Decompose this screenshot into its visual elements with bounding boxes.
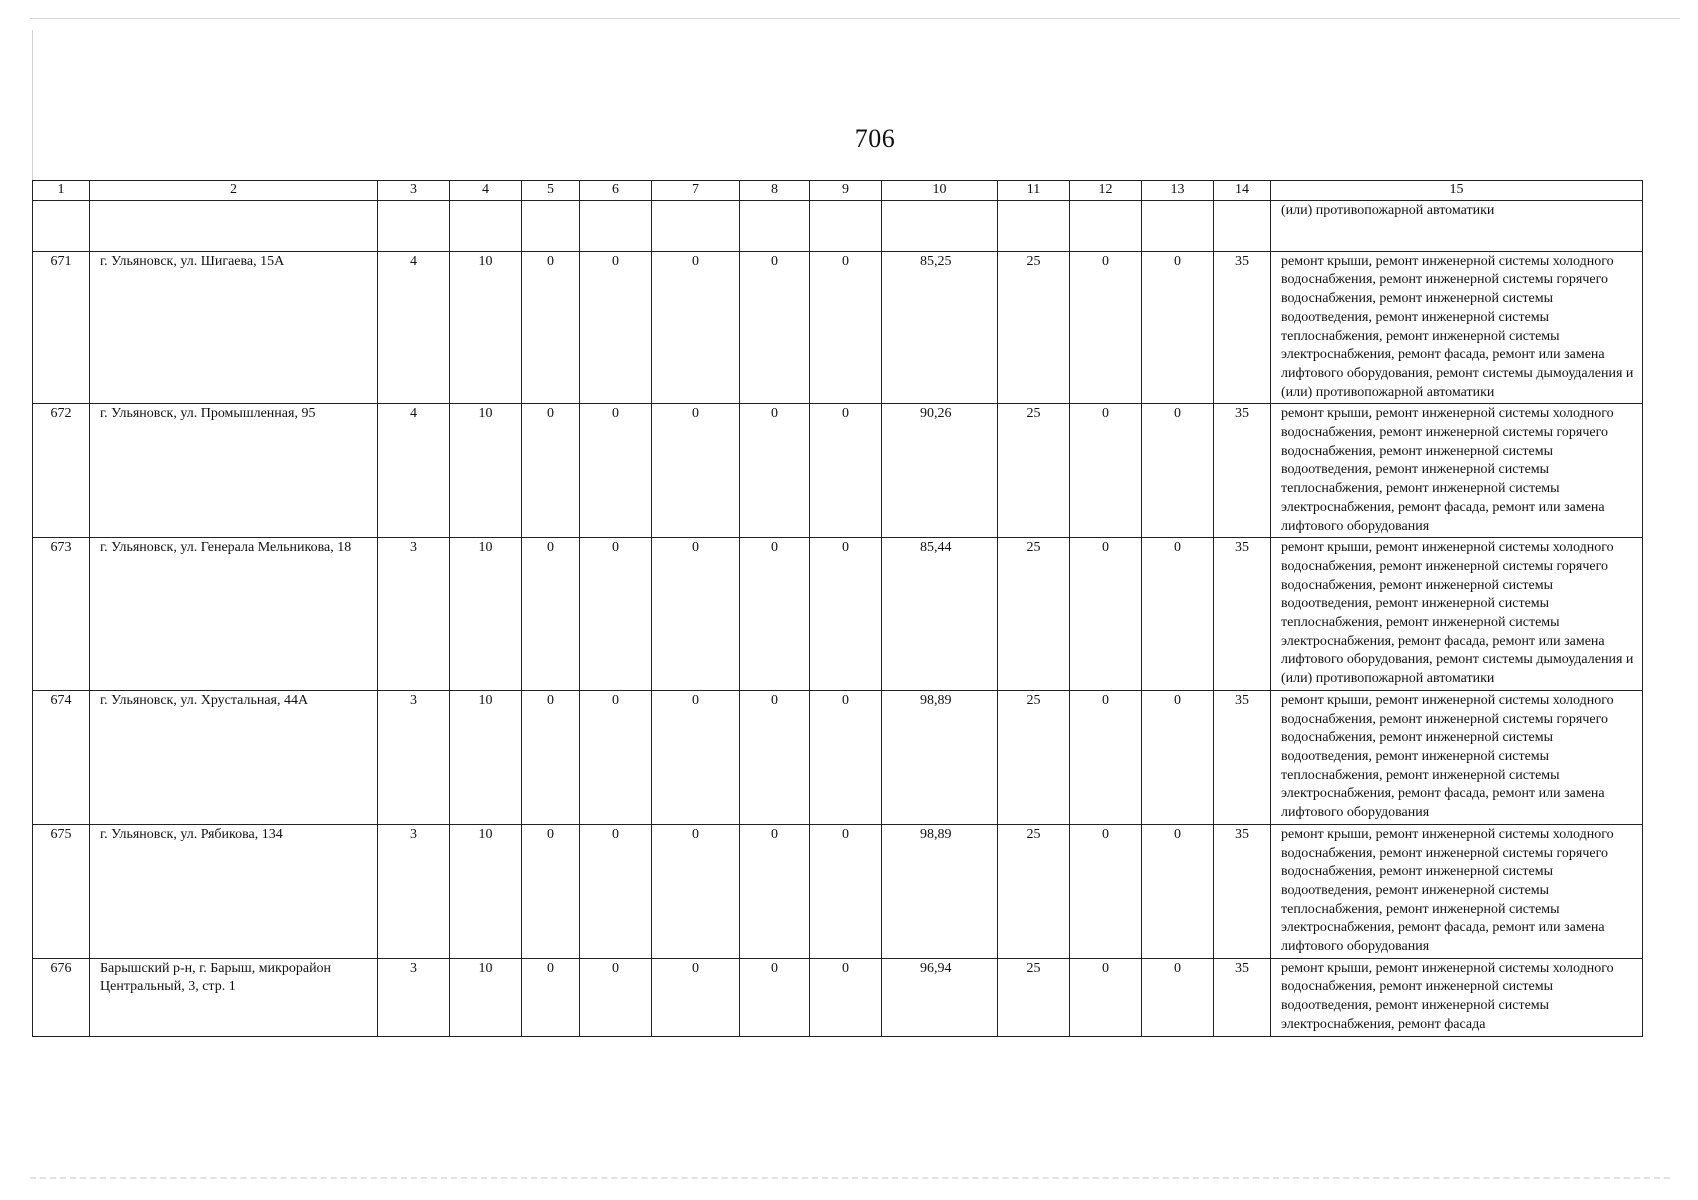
works-cell: ремонт крыши, ремонт инженерной системы холодного водоснабжения, ремонт инженерной системы горячего водоснабжения, ремонт инженерной системы водоотведения, ремонт инженерной системы теплоснабжения, ремонт инженерной системы электроснабжения, ремонт фасада, ремонт или замена лифтового оборудования, ремонт системы дымоудаления и (или) противопожарной автоматики <box>1271 251 1643 404</box>
value-cell: 0 <box>652 404 740 538</box>
table-row <box>33 538 1643 691</box>
value-cell: 90,26 <box>882 404 998 538</box>
page-number: 706 <box>854 124 896 153</box>
value-cell: 10 <box>450 690 522 824</box>
value-cell: 0 <box>1142 824 1214 958</box>
table-row <box>33 958 1643 1036</box>
value-cell: 98,89 <box>882 824 998 958</box>
row-number-cell: 671 <box>33 251 90 404</box>
repair-register-table <box>32 180 1643 1037</box>
value-cell: 0 <box>740 690 810 824</box>
row-number-cell: 674 <box>33 690 90 824</box>
value-cell: 0 <box>1070 824 1142 958</box>
value-cell: 3 <box>378 690 450 824</box>
value-cell: 0 <box>740 251 810 404</box>
value-cell: 0 <box>810 690 882 824</box>
value-cell: 96,94 <box>882 958 998 1036</box>
value-cell: 0 <box>652 538 740 691</box>
value-cell: 3 <box>378 538 450 691</box>
value-cell: 10 <box>450 958 522 1036</box>
value-cell: 0 <box>740 538 810 691</box>
column-header: 2 <box>90 181 378 201</box>
value-cell: 0 <box>522 958 580 1036</box>
column-header: 5 <box>522 181 580 201</box>
value-cell: 35 <box>1214 251 1271 404</box>
column-header: 12 <box>1070 181 1142 201</box>
value-cell: 4 <box>378 404 450 538</box>
value-cell: 85,44 <box>882 538 998 691</box>
table-row <box>33 251 1643 404</box>
column-header: 13 <box>1142 181 1214 201</box>
value-cell: 0 <box>1070 690 1142 824</box>
value-cell: 10 <box>450 824 522 958</box>
value-cell: 0 <box>810 538 882 691</box>
value-cell: 0 <box>522 690 580 824</box>
column-header: 8 <box>740 181 810 201</box>
address-cell: г. Ульяновск, ул. Генерала Мельникова, 18 <box>90 538 378 691</box>
value-cell: 3 <box>378 824 450 958</box>
value-cell: 25 <box>998 251 1070 404</box>
value-cell: 0 <box>652 690 740 824</box>
column-header: 6 <box>580 181 652 201</box>
value-cell: 25 <box>998 404 1070 538</box>
value-cell: 0 <box>1070 958 1142 1036</box>
works-cell: ремонт крыши, ремонт инженерной системы холодного водоснабжения, ремонт инженерной системы водоотведения, ремонт инженерной системы электроснабжения, ремонт фасада <box>1271 958 1643 1036</box>
scan-edge-left <box>32 30 33 180</box>
value-cell: 0 <box>810 958 882 1036</box>
address-cell: Барышский р-н, г. Барыш, микрорайон Центральный, 3, стр. 1 <box>90 958 378 1036</box>
table-row <box>33 690 1643 824</box>
column-header: 3 <box>378 181 450 201</box>
value-cell: 25 <box>998 824 1070 958</box>
continuation-row <box>33 200 1643 251</box>
value-cell: 0 <box>580 958 652 1036</box>
column-number-header-row <box>33 181 1643 201</box>
value-cell: 0 <box>580 690 652 824</box>
works-cell: ремонт крыши, ремонт инженерной системы холодного водоснабжения, ремонт инженерной системы горячего водоснабжения, ремонт инженерной системы водоотведения, ремонт инженерной системы теплоснабжения, ремонт инженерной системы электроснабжения, ремонт фасада, ремонт или замена лифтового оборудования <box>1271 690 1643 824</box>
value-cell: 0 <box>580 251 652 404</box>
value-cell: 0 <box>740 824 810 958</box>
works-cell: ремонт крыши, ремонт инженерной системы холодного водоснабжения, ремонт инженерной системы горячего водоснабжения, ремонт инженерной системы водоотведения, ремонт инженерной системы теплоснабжения, ремонт инженерной системы электроснабжения, ремонт фасада, ремонт или замена лифтового оборудования <box>1271 404 1643 538</box>
value-cell: 0 <box>1142 538 1214 691</box>
works-cell: ремонт крыши, ремонт инженерной системы холодного водоснабжения, ремонт инженерной системы горячего водоснабжения, ремонт инженерной системы водоотведения, ремонт инженерной системы теплоснабжения, ремонт инженерной системы электроснабжения, ремонт фасада, ремонт или замена лифтового оборудования, ремонт системы дымоудаления и (или) противопожарной автоматики <box>1271 538 1643 691</box>
value-cell: 0 <box>1142 690 1214 824</box>
column-header: 14 <box>1214 181 1271 201</box>
value-cell: 0 <box>1142 251 1214 404</box>
table-row <box>33 824 1643 958</box>
value-cell: 0 <box>810 824 882 958</box>
value-cell: 0 <box>1142 404 1214 538</box>
value-cell: 35 <box>1214 538 1271 691</box>
value-cell: 0 <box>522 404 580 538</box>
value-cell: 0 <box>1070 538 1142 691</box>
value-cell: 0 <box>740 404 810 538</box>
works-cell: ремонт крыши, ремонт инженерной системы холодного водоснабжения, ремонт инженерной системы горячего водоснабжения, ремонт инженерной системы водоотведения, ремонт инженерной системы теплоснабжения, ремонт инженерной системы электроснабжения, ремонт фасада, ремонт или замена лифтового оборудования <box>1271 824 1643 958</box>
row-number-cell: 673 <box>33 538 90 691</box>
value-cell: 98,89 <box>882 690 998 824</box>
column-header: 9 <box>810 181 882 201</box>
address-cell: г. Ульяновск, ул. Хрустальная, 44А <box>90 690 378 824</box>
column-header: 15 <box>1271 181 1643 201</box>
row-number-cell: 675 <box>33 824 90 958</box>
value-cell: 0 <box>652 958 740 1036</box>
value-cell: 25 <box>998 958 1070 1036</box>
value-cell: 0 <box>522 251 580 404</box>
column-header: 1 <box>33 181 90 201</box>
column-header: 7 <box>652 181 740 201</box>
column-header: 11 <box>998 181 1070 201</box>
value-cell: 0 <box>810 404 882 538</box>
value-cell: 10 <box>450 251 522 404</box>
value-cell: 0 <box>1070 404 1142 538</box>
value-cell: 35 <box>1214 958 1271 1036</box>
value-cell: 3 <box>378 958 450 1036</box>
address-cell: г. Ульяновск, ул. Промышленная, 95 <box>90 404 378 538</box>
scan-edge-bottom <box>30 1177 1670 1179</box>
value-cell: 0 <box>740 958 810 1036</box>
value-cell: 0 <box>652 251 740 404</box>
value-cell: 10 <box>450 538 522 691</box>
value-cell: 85,25 <box>882 251 998 404</box>
address-cell: г. Ульяновск, ул. Шигаева, 15А <box>90 251 378 404</box>
value-cell: 0 <box>810 251 882 404</box>
column-header: 4 <box>450 181 522 201</box>
value-cell: 0 <box>652 824 740 958</box>
value-cell: 0 <box>522 538 580 691</box>
value-cell: 25 <box>998 690 1070 824</box>
value-cell: 10 <box>450 404 522 538</box>
scan-edge-top <box>30 18 1680 19</box>
row-number-cell: 676 <box>33 958 90 1036</box>
column-header: 10 <box>882 181 998 201</box>
row-number-cell: 672 <box>33 404 90 538</box>
works-cell: (или) противопожарной автоматики <box>1271 200 1643 251</box>
value-cell: 35 <box>1214 404 1271 538</box>
value-cell: 35 <box>1214 824 1271 958</box>
value-cell: 0 <box>1142 958 1214 1036</box>
value-cell: 0 <box>580 824 652 958</box>
value-cell: 35 <box>1214 690 1271 824</box>
address-cell: г. Ульяновск, ул. Рябикова, 134 <box>90 824 378 958</box>
value-cell: 0 <box>580 404 652 538</box>
value-cell: 25 <box>998 538 1070 691</box>
value-cell: 0 <box>580 538 652 691</box>
value-cell: 4 <box>378 251 450 404</box>
table-row <box>33 404 1643 538</box>
value-cell: 0 <box>1070 251 1142 404</box>
value-cell: 0 <box>522 824 580 958</box>
